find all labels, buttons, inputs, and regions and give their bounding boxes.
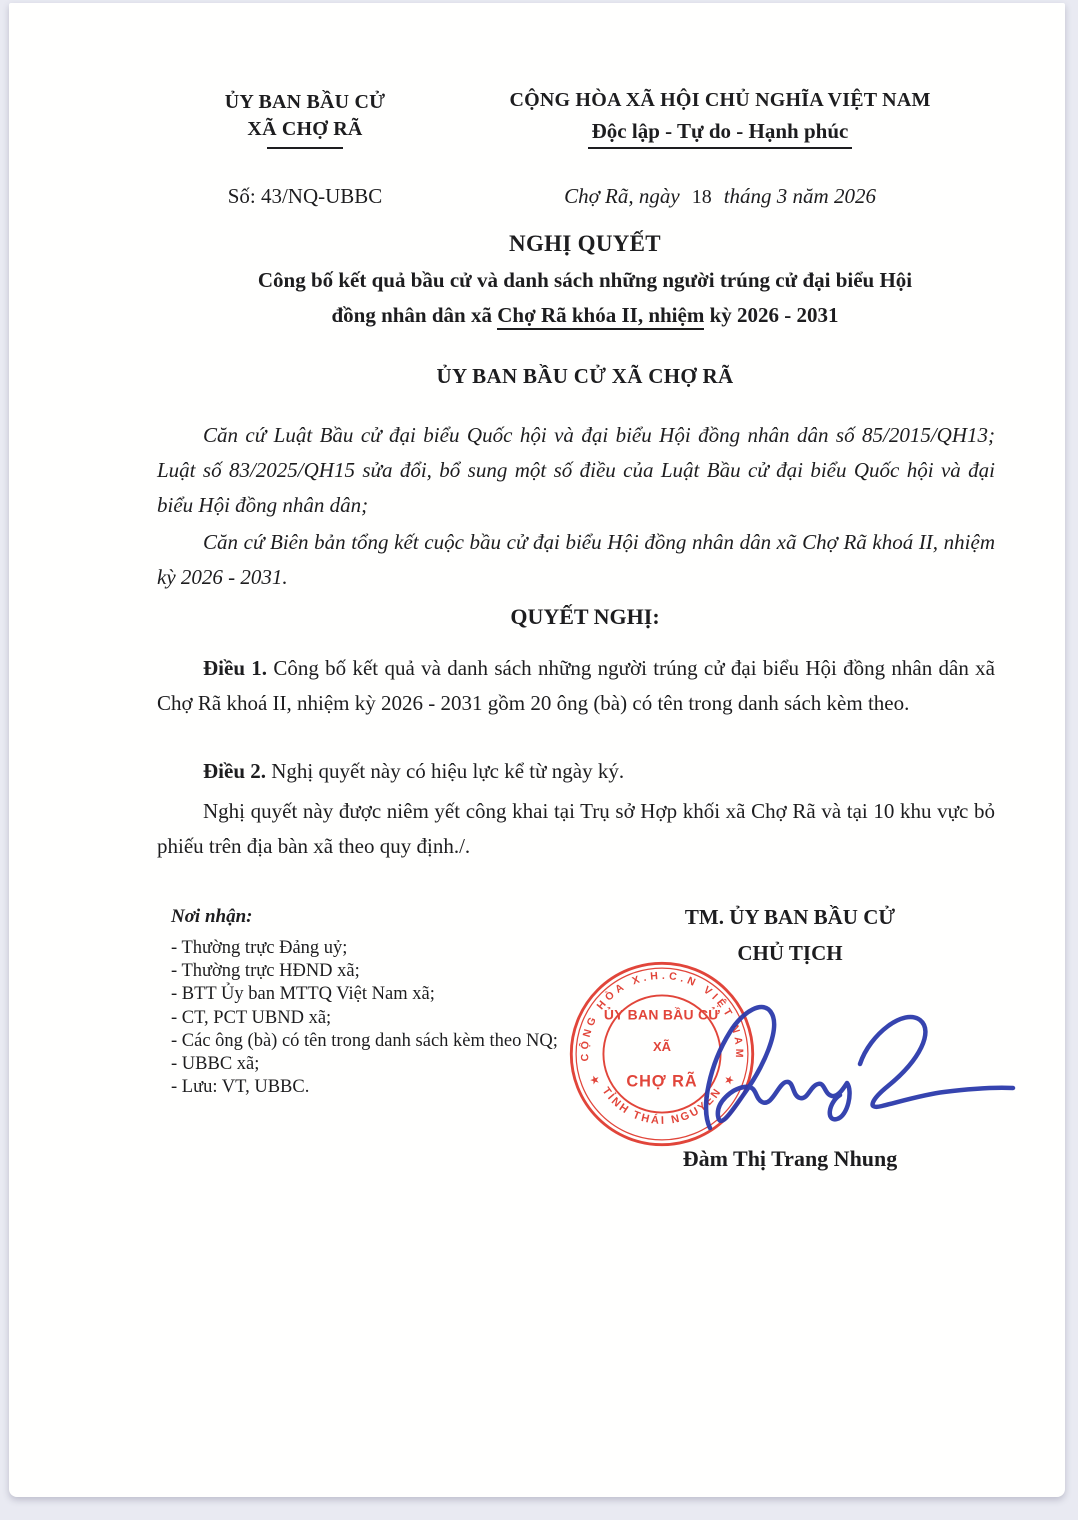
date-day: 18 xyxy=(691,186,712,208)
recital-paragraph-2: Căn cứ Biên bản tổng kết cuộc bầu cử đại biểu Hội đồng nhân dân xã Chợ Rã khoá II, nhiệm kỳ 2026 - 2031. xyxy=(157,530,995,589)
national-header-block xyxy=(460,89,980,149)
issuer-unit: XÃ CHỢ RÃ xyxy=(247,118,363,140)
national-motto: Độc lập - Tự do - Hạnh phúc xyxy=(588,119,853,149)
star-icon: ★ xyxy=(722,1073,736,1089)
article-2 xyxy=(157,754,995,789)
stamp-center-line2: XÃ xyxy=(653,1039,671,1055)
signature-stroke-initial xyxy=(706,1007,849,1128)
document-number: Số: 43/NQ-UBBC xyxy=(227,184,383,208)
signing-title: CHỦ TỊCH xyxy=(737,941,843,965)
issuer-block xyxy=(170,89,440,149)
signature-stroke-flourish xyxy=(860,1017,1013,1107)
national-header: CỘNG HÒA XÃ HỘI CHỦ NGHĨA VIỆT NAM xyxy=(509,89,931,111)
subtitle-line2-post: kỳ 2026 - 2031 xyxy=(704,303,839,327)
stamp-arc-bottom-text: TỈNH THÁI NGUYÊN xyxy=(599,1085,725,1128)
article-1 xyxy=(157,651,995,721)
resolves-heading: QUYẾT NGHỊ: xyxy=(510,604,660,629)
recipients-heading: Nơi nhận: xyxy=(171,906,253,927)
authority-line: ỦY BAN BẦU CỬ XÃ CHỢ RÃ xyxy=(436,364,734,388)
handwritten-signature xyxy=(680,992,1020,1142)
article-2-label: Điều 2. xyxy=(203,759,266,783)
stamp-center-line1: ỦY BAN BẦU CỬ xyxy=(603,1006,721,1023)
date-place: Chợ Rã, ngày xyxy=(564,184,680,208)
recipient-item: - CT, PCT UBND xã; xyxy=(171,1007,332,1028)
document-page xyxy=(9,3,1065,1497)
recipient-item: - Các ông (bà) có tên trong danh sách kèm theo NQ; xyxy=(171,1030,558,1051)
subtitle-line2-pre: đồng nhân dân xã xyxy=(331,303,498,327)
subtitle-line2-underlined: Chợ Rã khóa II, nhiệm xyxy=(497,303,704,330)
article-2-text: Nghị quyết này có hiệu lực kể từ ngày ký. xyxy=(266,759,625,783)
stamp-center-line3: CHỢ RÃ xyxy=(626,1072,698,1091)
recipient-item: - UBBC xã; xyxy=(171,1054,260,1075)
star-icon: ★ xyxy=(588,1073,602,1089)
signing-org: TM. ỦY BAN BẦU CỬ xyxy=(684,905,896,929)
subtitle-line1: Công bố kết quả bầu cử và danh sách những người trúng cử đại biểu Hội xyxy=(257,268,913,292)
closing-paragraph: Nghị quyết này được niêm yết công khai tại Trụ sở Hợp khối xã Chợ Rã và tại 10 khu vực bỏ phiếu trên địa bàn xã theo quy định./. xyxy=(157,799,995,858)
article-1-label: Điều 1. xyxy=(203,656,268,680)
issuer-org: ỦY BAN BẦU CỬ xyxy=(224,91,386,113)
issuer-underline xyxy=(267,147,343,149)
recipient-item: - BTT Ủy ban MTTQ Việt Nam xã; xyxy=(171,984,435,1005)
document-title: NGHỊ QUYẾT xyxy=(509,231,661,256)
title-block xyxy=(150,231,1020,333)
recipient-item: - Lưu: VT, UBBC. xyxy=(171,1077,310,1098)
recipients-block xyxy=(171,906,591,1099)
stamp-arc-top-text: CỘNG HÒA X.H.C.N VIỆT NAM xyxy=(578,969,746,1062)
dateline xyxy=(460,184,980,209)
document-subtitle xyxy=(150,263,1020,333)
article-1-text: Công bố kết quả và danh sách những người trúng cử đại biểu Hội đồng nhân dân xã Chợ Rã khoá II, nhiệm kỳ 2026 - 2031 gồm 20 ông (bà) có tên trong danh sách kèm theo. xyxy=(157,656,995,715)
recital-paragraph-1: Căn cứ Luật Bầu cử đại biểu Quốc hội và đại biểu Hội đồng nhân dân số 85/2015/QH13; Luật số 83/2025/QH15 sửa đổi, bổ sung một số điều của Luật Bầu cử đại biểu Quốc hội và đại biểu Hội đồng nhân dân; xyxy=(157,423,995,517)
recipient-item: - Thường trực Đảng uỷ; xyxy=(171,938,348,958)
signer-name: Đàm Thị Trang Nhung xyxy=(682,1146,898,1171)
date-rest: tháng 3 năm 2026 xyxy=(723,184,876,208)
recipient-item: - Thường trực HĐND xã; xyxy=(171,961,360,982)
